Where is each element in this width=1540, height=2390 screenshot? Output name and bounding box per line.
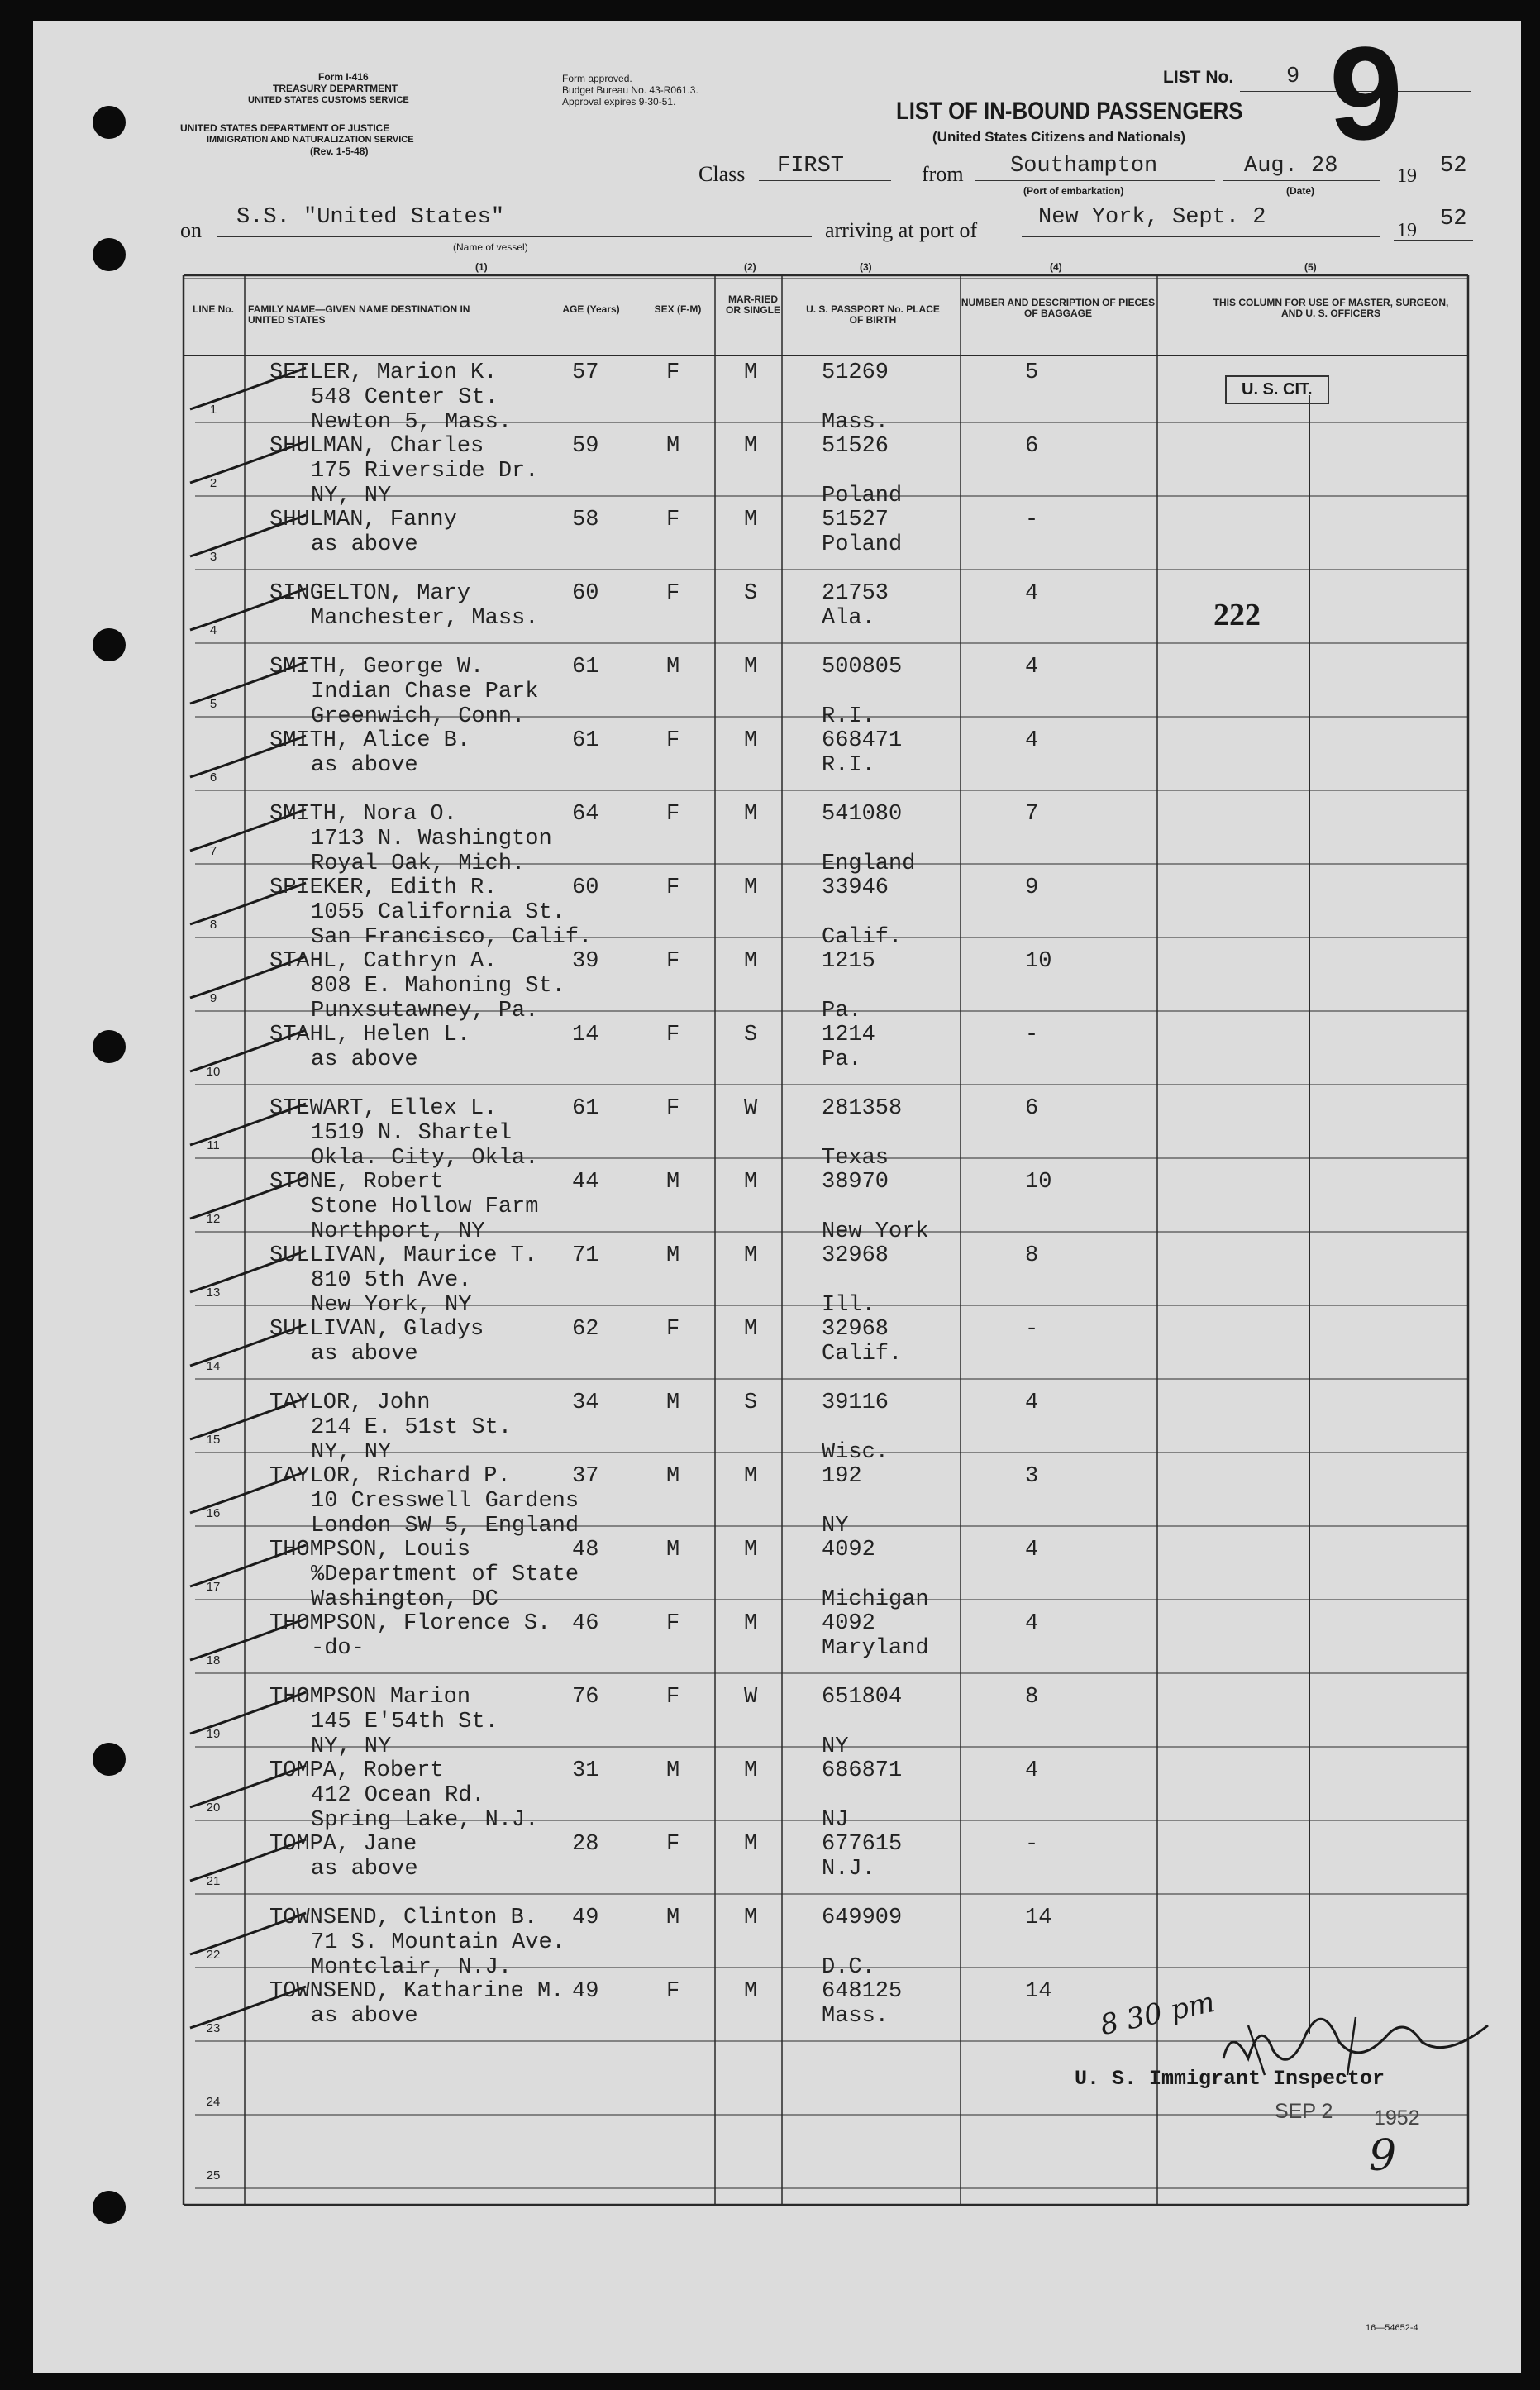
footer-code: 16—54652-4	[1366, 2323, 1418, 2333]
place-of-birth: Calif.	[822, 925, 903, 950]
class-value: FIRST	[777, 154, 845, 179]
line-number: 23	[206, 2021, 221, 2035]
passenger-age: 76	[572, 1685, 599, 1710]
passenger-sex: F	[666, 875, 680, 900]
passenger-age: 34	[572, 1391, 599, 1415]
place-of-birth: Wisc.	[822, 1440, 889, 1465]
revision: (Rev. 1-5-48)	[310, 145, 369, 157]
baggage-count: 4	[1025, 1538, 1039, 1562]
line-number: 11	[207, 1138, 220, 1152]
passenger-address: Stone Hollow Farm	[311, 1195, 539, 1219]
passenger-age: 37	[572, 1464, 599, 1489]
list-no-value: 9	[1286, 64, 1300, 89]
us-citizen-stamp: U. S. CIT.	[1225, 375, 1329, 404]
line-number: 4	[209, 623, 217, 637]
big-list-number: 9	[1329, 19, 1403, 167]
approval-line: Budget Bureau No. 43-R061.3.	[562, 84, 698, 96]
passenger-sex: M	[666, 655, 680, 680]
line-number: 13	[206, 1286, 221, 1300]
passenger-address: 175 Riverside Dr.	[311, 459, 539, 484]
baggage-count: -	[1025, 1832, 1039, 1857]
passenger-age: 46	[572, 1611, 599, 1636]
baggage-count: 4	[1025, 728, 1039, 753]
passenger-age: 59	[572, 434, 599, 459]
passenger-address: Spring Lake, N.J.	[311, 1808, 539, 1833]
passenger-age: 64	[572, 802, 599, 827]
passenger-name: SULLIVAN, Gladys	[269, 1317, 484, 1342]
arriving-label: arriving at port of	[825, 218, 978, 242]
header-officers: THIS COLUMN FOR USE OF MASTER, SURGEON, AND U. S. OFFICERS	[1213, 297, 1449, 319]
passport-number: 668471	[822, 728, 903, 753]
line-number: 17	[206, 1580, 221, 1594]
passenger-marital-status: M	[744, 434, 758, 459]
passport-number: 4092	[822, 1538, 875, 1562]
line-number: 9	[209, 991, 217, 1005]
baggage-count: 8	[1025, 1243, 1039, 1268]
passenger-address: as above	[311, 1047, 418, 1072]
passenger-name: SHULMAN, Charles	[269, 434, 484, 459]
column-number: (5)	[1304, 261, 1317, 273]
inspector-signature	[1190, 1992, 1521, 2092]
passenger-sex: F	[666, 1023, 680, 1047]
passenger-address: as above	[311, 1342, 418, 1367]
place-of-birth: Maryland	[822, 1636, 929, 1661]
passenger-age: 31	[572, 1758, 599, 1783]
line-number: 18	[206, 1653, 221, 1667]
place-of-birth: R.I.	[822, 704, 875, 729]
passenger-address: 10 Cresswell Gardens	[311, 1489, 579, 1514]
passenger-marital-status: S	[744, 1391, 758, 1415]
line-number: 15	[206, 1433, 221, 1447]
line-number: 8	[209, 918, 217, 932]
passport-number: 281358	[822, 1096, 903, 1121]
port-caption: (Port of embarkation)	[1023, 185, 1124, 197]
passenger-address: Royal Oak, Mich.	[311, 852, 526, 876]
passenger-marital-status: M	[744, 655, 758, 680]
passenger-age: 44	[572, 1170, 599, 1195]
column-number: (1)	[475, 261, 488, 273]
baggage-count: 4	[1025, 1391, 1039, 1415]
baggage-count: 4	[1025, 581, 1039, 606]
passport-number: 1215	[822, 949, 875, 974]
line-number: 12	[206, 1212, 221, 1226]
year-value: 52	[1440, 154, 1467, 179]
baggage-count: 10	[1025, 949, 1052, 974]
passenger-sex: F	[666, 1685, 680, 1710]
passenger-name: TAYLOR, John	[269, 1391, 431, 1415]
baggage-count: 7	[1025, 802, 1039, 827]
time-note: 8 30 pm	[1097, 1985, 1218, 2043]
passport-number: 32968	[822, 1243, 889, 1268]
line-number: 3	[209, 550, 217, 564]
passenger-address: 1713 N. Washington	[311, 827, 552, 852]
arrival-year-value: 52	[1440, 207, 1467, 231]
passenger-address: NY, NY	[311, 1440, 392, 1465]
passport-number: 21753	[822, 581, 889, 606]
passenger-sex: F	[666, 508, 680, 532]
passenger-name: STEWART, Ellex L.	[269, 1096, 498, 1121]
approval-line: Form approved.	[562, 73, 632, 84]
passport-number: 649909	[822, 1906, 903, 1930]
passenger-marital-status: M	[744, 1906, 758, 1930]
line-number: 22	[206, 1948, 221, 1962]
line-number: 2	[209, 476, 217, 490]
passenger-sex: M	[666, 1538, 680, 1562]
passenger-name: THOMPSON Marion	[269, 1685, 471, 1710]
passenger-address: 1055 California St.	[311, 900, 565, 925]
form-id: Form I-416	[318, 71, 369, 83]
passenger-address: Newton 5, Mass.	[311, 410, 513, 435]
baggage-count: 6	[1025, 1096, 1039, 1121]
passenger-address: as above	[311, 532, 418, 557]
passenger-marital-status: M	[744, 1317, 758, 1342]
ins-service: IMMIGRATION AND NATURALIZATION SERVICE	[207, 135, 414, 145]
baggage-count: 4	[1025, 1758, 1039, 1783]
passenger-sex: M	[666, 1243, 680, 1268]
passenger-address: -do-	[311, 1636, 365, 1661]
passenger-age: 58	[572, 508, 599, 532]
list-no-label: LIST No.	[1163, 68, 1234, 87]
passenger-sex: F	[666, 728, 680, 753]
passport-number: 686871	[822, 1758, 903, 1783]
passenger-marital-status: M	[744, 1979, 758, 2004]
passenger-address: Washington, DC	[311, 1587, 498, 1612]
passenger-address: NY, NY	[311, 1734, 392, 1759]
passenger-name: TOWNSEND, Katharine M.	[269, 1979, 565, 2004]
column-number: (2)	[744, 261, 756, 273]
header-sex: SEX (F-M)	[654, 303, 702, 315]
passport-number: 648125	[822, 1979, 903, 2004]
passport-number: 51269	[822, 360, 889, 385]
year-prefix: 19	[1397, 165, 1417, 187]
passenger-address: London SW 5, England	[311, 1514, 579, 1538]
passenger-sex: F	[666, 802, 680, 827]
place-of-birth: England	[822, 852, 916, 876]
form-subtitle: (United States Citizens and Nationals)	[932, 129, 1186, 145]
passenger-age: 49	[572, 1979, 599, 2004]
passenger-marital-status: W	[744, 1685, 758, 1710]
passenger-age: 61	[572, 1096, 599, 1121]
header-married: MAR-RIED OR SINGLE	[725, 293, 780, 316]
passenger-sex: F	[666, 949, 680, 974]
passenger-address: Okla. City, Okla.	[311, 1146, 539, 1171]
passenger-sex: F	[666, 1317, 680, 1342]
passenger-address: Indian Chase Park	[311, 680, 539, 704]
passenger-address: %Department of State	[311, 1562, 579, 1587]
passenger-marital-status: S	[744, 581, 758, 606]
place-of-birth: Michigan	[822, 1587, 929, 1612]
baggage-count: 14	[1025, 1979, 1052, 2004]
passenger-marital-status: M	[744, 1611, 758, 1636]
passenger-address: 808 E. Mahoning St.	[311, 974, 565, 999]
passenger-age: 60	[572, 581, 599, 606]
place-of-birth: NJ	[822, 1808, 849, 1833]
passenger-marital-status: M	[744, 360, 758, 385]
baggage-count: 3	[1025, 1464, 1039, 1489]
passenger-age: 28	[572, 1832, 599, 1857]
passenger-name: TOMPA, Jane	[269, 1832, 417, 1857]
passenger-sex: M	[666, 1391, 680, 1415]
baggage-count: -	[1025, 1317, 1039, 1342]
passport-number: 51527	[822, 508, 889, 532]
passenger-sex: F	[666, 1096, 680, 1121]
passport-number: 39116	[822, 1391, 889, 1415]
embark-date: Aug. 28	[1244, 154, 1338, 179]
approval-line: Approval expires 9-30-51.	[562, 96, 676, 107]
header-age: AGE (Years)	[562, 303, 620, 315]
passenger-name: STONE, Robert	[269, 1170, 444, 1195]
baggage-count: 4	[1025, 655, 1039, 680]
passenger-sex: F	[666, 360, 680, 385]
passenger-sex: M	[666, 1906, 680, 1930]
passenger-address: Manchester, Mass.	[311, 606, 539, 631]
inspector-label: U. S. Immigrant Inspector	[1075, 2067, 1385, 2091]
passenger-address: Punxsutawney, Pa.	[311, 999, 539, 1023]
passenger-age: 49	[572, 1906, 599, 1930]
form-title: LIST OF IN-BOUND PASSENGERS	[896, 98, 1243, 125]
baggage-count: 5	[1025, 360, 1039, 385]
place-of-birth: Mass.	[822, 410, 889, 435]
page-note: 9	[1369, 2131, 1397, 2181]
stamp-count: 222	[1213, 598, 1261, 632]
treasury-dept: TREASURY DEPARTMENT	[273, 83, 398, 94]
passenger-address: 810 5th Ave.	[311, 1268, 472, 1293]
place-of-birth: Poland	[822, 484, 903, 508]
baggage-count: 6	[1025, 434, 1039, 459]
stamp-year: 1952	[1374, 2106, 1420, 2130]
stamp-date: SEP 2	[1275, 2100, 1333, 2123]
passenger-age: 14	[572, 1023, 599, 1047]
baggage-count: 14	[1025, 1906, 1052, 1930]
baggage-count: -	[1025, 1023, 1039, 1047]
passenger-marital-status: M	[744, 1243, 758, 1268]
header-baggage: NUMBER AND DESCRIPTION OF PIECES OF BAGGAGE	[961, 297, 1156, 319]
place-of-birth: Texas	[822, 1146, 889, 1171]
passenger-age: 62	[572, 1317, 599, 1342]
place-of-birth: D.C.	[822, 1955, 875, 1980]
justice-dept: UNITED STATES DEPARTMENT OF JUSTICE	[180, 122, 390, 134]
passenger-address: NY, NY	[311, 484, 392, 508]
vessel-name: S.S. "United States"	[236, 205, 505, 230]
place-of-birth: Pa.	[822, 999, 862, 1023]
baggage-count: 4	[1025, 1611, 1039, 1636]
passenger-marital-status: M	[744, 875, 758, 900]
place-of-birth: Ill.	[822, 1293, 875, 1318]
customs-service: UNITED STATES CUSTOMS SERVICE	[248, 95, 409, 105]
passenger-marital-status: M	[744, 1464, 758, 1489]
passenger-address: 71 S. Mountain Ave.	[311, 1930, 565, 1955]
passenger-sex: F	[666, 581, 680, 606]
place-of-birth: Poland	[822, 532, 903, 557]
passenger-marital-status: M	[744, 1170, 758, 1195]
arrival-year-prefix: 19	[1397, 220, 1417, 241]
date-caption: (Date)	[1286, 185, 1315, 197]
passenger-name: SMITH, Alice B.	[269, 728, 471, 753]
passenger-sex: F	[666, 1979, 680, 2004]
passenger-sex: M	[666, 434, 680, 459]
line-number: 21	[206, 1874, 221, 1888]
passenger-age: 61	[572, 728, 599, 753]
line-number: 6	[209, 770, 217, 785]
place-of-birth: NY	[822, 1514, 849, 1538]
passenger-marital-status: M	[744, 949, 758, 974]
line-number: 7	[209, 844, 217, 858]
header-line-no: LINE No.	[193, 303, 234, 315]
passenger-sex: M	[666, 1170, 680, 1195]
line-number: 19	[206, 1727, 221, 1741]
place-of-birth: Mass.	[822, 2004, 889, 2029]
passenger-marital-status: S	[744, 1023, 758, 1047]
header-passport: U. S. PASSPORT No. PLACE OF BIRTH	[806, 303, 940, 326]
passport-number: 4092	[822, 1611, 875, 1636]
place-of-birth: NY	[822, 1734, 849, 1759]
passenger-marital-status: M	[744, 1538, 758, 1562]
passenger-name: TAYLOR, Richard P.	[269, 1464, 511, 1489]
vessel-caption: (Name of vessel)	[453, 241, 528, 253]
passenger-address: San Francisco, Calif.	[311, 925, 593, 950]
passenger-name: THOMPSON, Louis	[269, 1538, 471, 1562]
passenger-address: 214 E. 51st St.	[311, 1415, 513, 1440]
passenger-age: 39	[572, 949, 599, 974]
passenger-age: 71	[572, 1243, 599, 1268]
passport-number: 32968	[822, 1317, 889, 1342]
passenger-address: Greenwich, Conn.	[311, 704, 526, 729]
line-number: 14	[206, 1359, 221, 1373]
place-of-birth: N.J.	[822, 1857, 875, 1882]
passenger-name: SMITH, George W.	[269, 655, 484, 680]
line-number: 24	[206, 2095, 221, 2109]
passenger-name: THOMPSON, Florence S.	[269, 1611, 551, 1636]
passenger-sex: M	[666, 1758, 680, 1783]
line-number: 20	[206, 1801, 221, 1815]
on-label: on	[180, 218, 202, 242]
passport-number: 51526	[822, 434, 889, 459]
column-number: (4)	[1050, 261, 1062, 273]
passenger-address: as above	[311, 1857, 418, 1882]
passport-number: 33946	[822, 875, 889, 900]
passenger-address: Northport, NY	[311, 1219, 485, 1244]
passport-number: 192	[822, 1464, 862, 1489]
baggage-count: 9	[1025, 875, 1039, 900]
place-of-birth: Pa.	[822, 1047, 862, 1072]
passenger-address: Montclair, N.J.	[311, 1955, 513, 1980]
passenger-sex: M	[666, 1464, 680, 1489]
passport-number: 677615	[822, 1832, 903, 1857]
passenger-name: SEILER, Marion K.	[269, 360, 498, 385]
passenger-age: 57	[572, 360, 599, 385]
passenger-address: 1519 N. Shartel	[311, 1121, 513, 1146]
passenger-marital-status: M	[744, 1758, 758, 1783]
passenger-name: TOMPA, Robert	[269, 1758, 444, 1783]
passenger-marital-status: M	[744, 802, 758, 827]
passenger-address: New York, NY	[311, 1293, 472, 1318]
passport-number: 541080	[822, 802, 903, 827]
place-of-birth: R.I.	[822, 753, 875, 778]
passenger-age: 48	[572, 1538, 599, 1562]
line-number: 16	[206, 1506, 221, 1520]
passenger-address: 548 Center St.	[311, 385, 498, 410]
passenger-sex: F	[666, 1611, 680, 1636]
place-of-birth: New York	[822, 1219, 929, 1244]
passenger-address: 412 Ocean Rd.	[311, 1783, 485, 1808]
passenger-age: 61	[572, 655, 599, 680]
baggage-count: 10	[1025, 1170, 1052, 1195]
arrival-port-date: New York, Sept. 2	[1038, 205, 1266, 230]
header-name-destination: FAMILY NAME—GIVEN NAME DESTINATION IN UNITED STATES	[248, 303, 470, 326]
passenger-name: SHULMAN, Fanny	[269, 508, 457, 532]
baggage-count: -	[1025, 508, 1039, 532]
passenger-address: as above	[311, 2004, 418, 2029]
from-label: from	[922, 162, 964, 186]
class-label: Class	[698, 162, 746, 186]
passenger-address: as above	[311, 753, 418, 778]
passport-number: 500805	[822, 655, 903, 680]
line-number: 10	[206, 1065, 221, 1079]
passenger-name: STAHL, Helen L.	[269, 1023, 471, 1047]
passenger-name: STAHL, Cathryn A.	[269, 949, 498, 974]
column-number: (3)	[860, 261, 872, 273]
passenger-name: TOWNSEND, Clinton B.	[269, 1906, 538, 1930]
port-of-embarkation: Southampton	[1010, 154, 1158, 179]
passenger-marital-status: M	[744, 508, 758, 532]
passenger-age: 60	[572, 875, 599, 900]
passenger-marital-status: M	[744, 1832, 758, 1857]
place-of-birth: Ala.	[822, 606, 875, 631]
passenger-sex: F	[666, 1832, 680, 1857]
passport-number: 651804	[822, 1685, 903, 1710]
passport-number: 1214	[822, 1023, 875, 1047]
passenger-name: SINGELTON, Mary	[269, 581, 471, 606]
passenger-marital-status: M	[744, 728, 758, 753]
line-number: 5	[209, 697, 217, 711]
passenger-name: SULLIVAN, Maurice T.	[269, 1243, 538, 1268]
passenger-marital-status: W	[744, 1096, 758, 1121]
passport-number: 38970	[822, 1170, 889, 1195]
line-number: 1	[209, 403, 217, 417]
passenger-address: 145 E'54th St.	[311, 1710, 498, 1734]
line-number: 25	[206, 2168, 221, 2182]
passenger-name: SPIEKER, Edith R.	[269, 875, 498, 900]
place-of-birth: Calif.	[822, 1342, 903, 1367]
passenger-name: SMITH, Nora O.	[269, 802, 457, 827]
baggage-count: 8	[1025, 1685, 1039, 1710]
